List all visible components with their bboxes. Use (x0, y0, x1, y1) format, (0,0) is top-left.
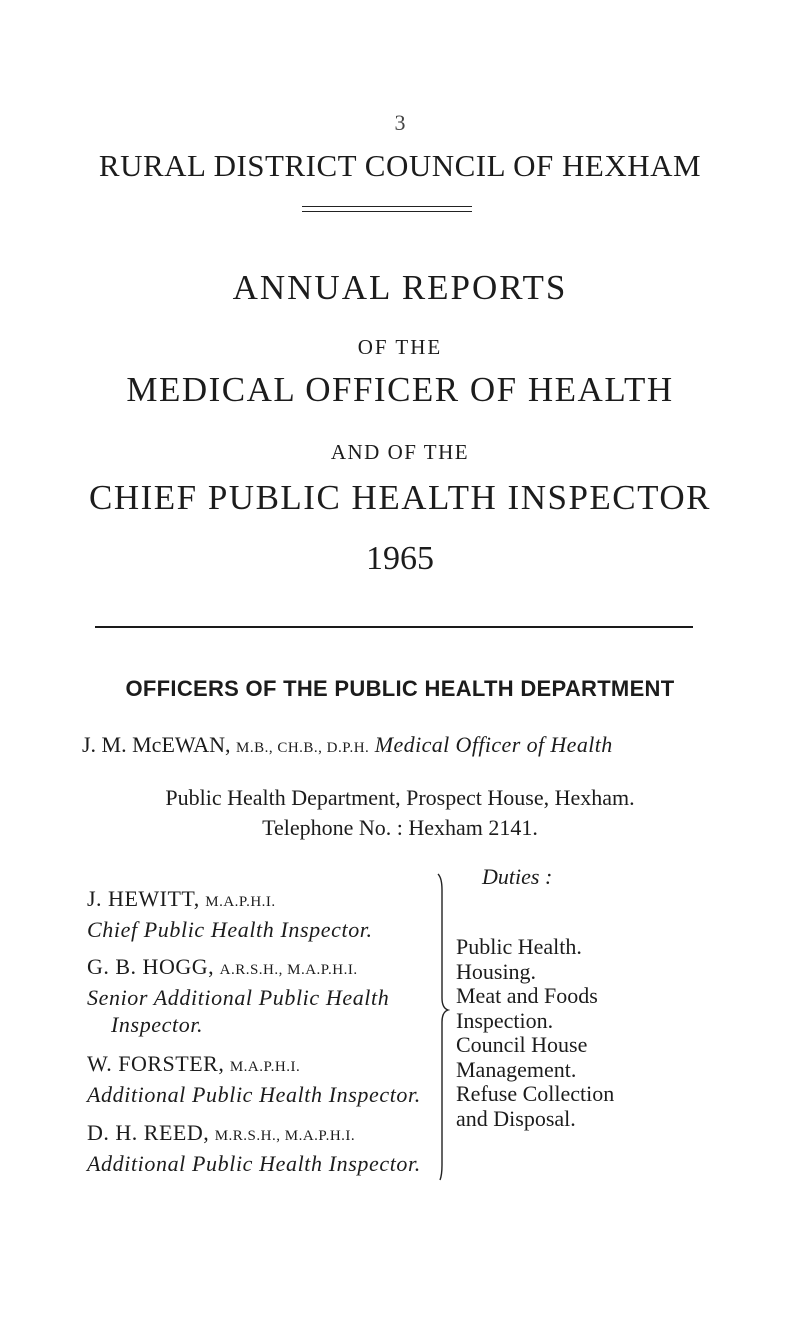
telephone-line: Telephone No. : Hexham 2141. (262, 815, 538, 840)
moh-qualifications: M.B., CH.B., D.P.H. (236, 740, 370, 756)
duty-item: Housing. (456, 958, 537, 984)
page-number: 3 (394, 110, 406, 135)
officers-heading: OFFICERS OF THE PUBLIC HEALTH DEPARTMENT (125, 676, 675, 701)
council-name: RURAL DISTRICT COUNCIL OF HEXHAM (98, 148, 702, 183)
officer-name: J. HEWITT, (87, 886, 200, 911)
officer-qualifications: M.A.P.H.I. (229, 1059, 301, 1075)
and-of-the-connector: AND OF THE (330, 440, 470, 464)
duty-item: Inspection. (456, 1007, 554, 1033)
officer-qualifications: M.R.S.H., M.A.P.H.I. (214, 1128, 356, 1144)
title-medical-officer: MEDICAL OFFICER OF HEALTH (126, 370, 674, 409)
duties-heading: Duties : (482, 864, 553, 889)
officer-name: W. FORSTER, (87, 1051, 225, 1076)
double-rule-divider (302, 206, 472, 216)
department-address: Public Health Department, Prospect House, Hexham. (165, 785, 635, 810)
of-the-connector: OF THE (357, 335, 443, 359)
medical-officer-line (82, 732, 613, 758)
grouping-brace (436, 870, 450, 1185)
officer-qualifications: A.R.S.H., M.A.P.H.I. (219, 962, 358, 978)
duty-item: and Disposal. (456, 1105, 576, 1131)
duty-item: Public Health. (456, 934, 582, 959)
officer-qualifications: M.A.P.H.I. (205, 894, 276, 910)
officer-entry (87, 1050, 421, 1108)
moh-title: Medical Officer of Health (374, 732, 613, 757)
officer-entry (87, 953, 389, 1038)
officer-name: G. B. HOGG, (87, 954, 215, 979)
officer-name: D. H. REED, (87, 1120, 210, 1145)
duty-item: Meat and Foods (456, 983, 598, 1008)
moh-name: J. M. McEWAN, (82, 732, 231, 757)
section-divider (95, 626, 693, 628)
officer-title: Senior Additional Public Health (87, 985, 390, 1010)
title-chief-inspector: CHIEF PUBLIC HEALTH INSPECTOR (88, 478, 712, 517)
officer-title: Additional Public Health Inspector. (87, 1082, 421, 1107)
report-year: 1965 (366, 540, 434, 577)
duty-item: Management. (456, 1056, 577, 1082)
officer-title: Chief Public Health Inspector. (87, 917, 373, 942)
officer-entry (87, 885, 373, 943)
report-title: ANNUAL REPORTS (232, 268, 568, 307)
officer-title-continued: Inspector. (111, 1012, 204, 1037)
duty-item: Council House (456, 1032, 588, 1057)
officer-entry (87, 1119, 421, 1177)
duty-item: Refuse Collection (456, 1081, 615, 1106)
duties-list (456, 935, 614, 1131)
officer-title: Additional Public Health Inspector. (87, 1151, 421, 1176)
